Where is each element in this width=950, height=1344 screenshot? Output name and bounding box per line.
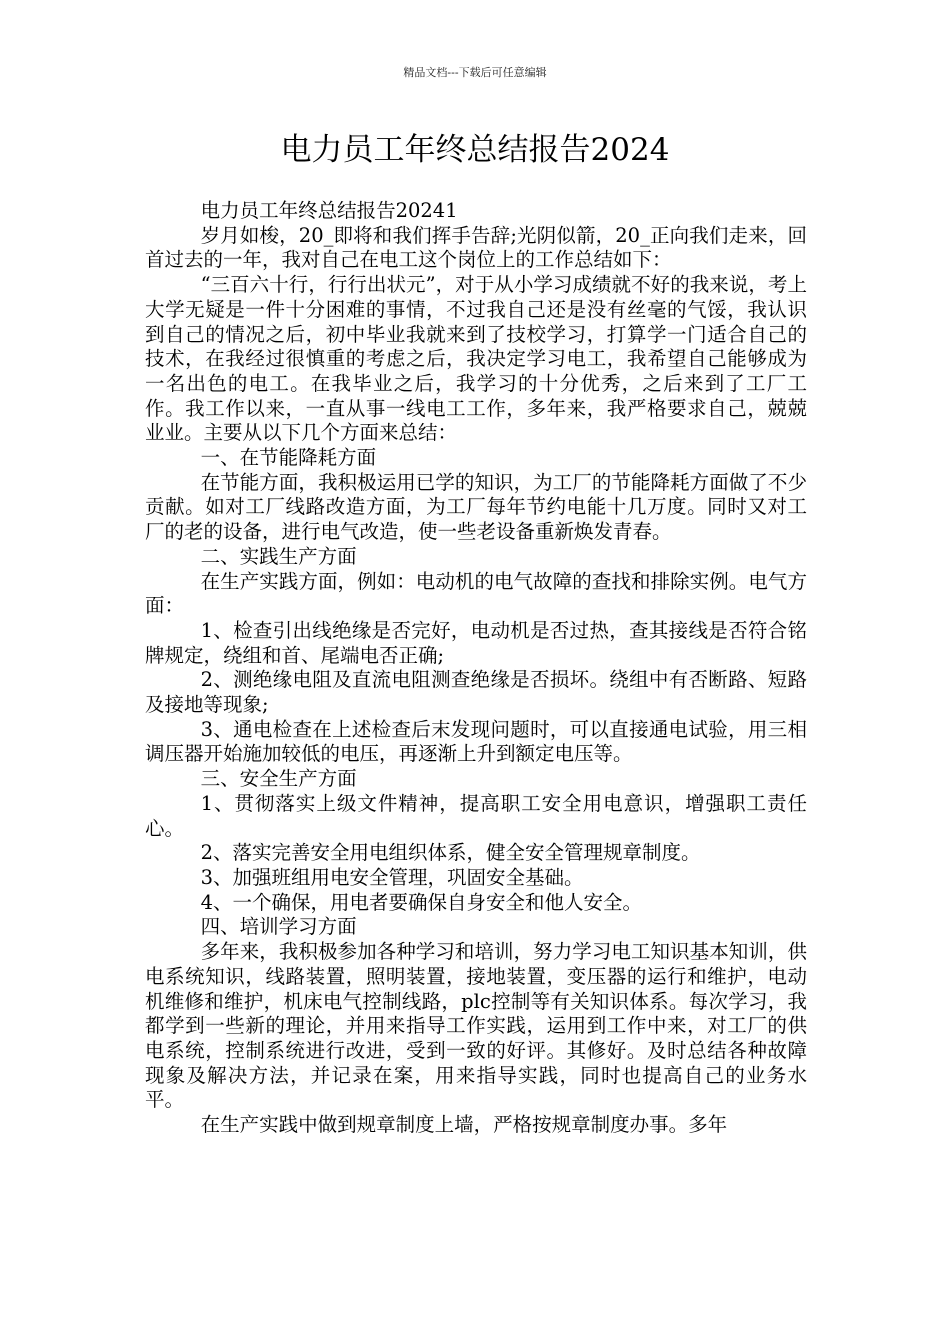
paragraph-rules: 在生产实践中做到规章制度上墙，严格按规章制度办事。多年 <box>200 1113 728 1137</box>
list-item-inspection-2: 2、测绝缘电阻及直流电阻测查绝缘是否损坏。绕组中有否断路、短路及接地等现象; <box>145 668 807 717</box>
paragraph-intro: 岁月如梭，20_即将和我们挥手告辞;光阴似箭，20_正向我们走来，回首过去的一年，我对自己在电工这个岗位上的工作总结如下： <box>145 223 807 272</box>
list-item-safety-4: 4、一个确保，用电者要确保自身安全和他人安全。 <box>200 890 642 914</box>
paragraph-subtitle: 电力员工年终总结报告20241 <box>200 199 458 222</box>
list-item-inspection-3: 3、通电检查在上述检查后末发现问题时，可以直接通电试验，用三相调压器开始施加较低的电压，再逐渐上升到额定电压等。 <box>145 717 807 766</box>
section-heading-training: 四、培训学习方面 <box>200 915 357 939</box>
paragraph-production-practice: 在生产实践方面，例如：电动机的电气故障的查找和排除实例。电气方面： <box>145 569 807 618</box>
paragraph-energy-saving: 在节能方面，我积极运用已学的知识，为工厂的节能降耗方面做了不少贡献。如对工厂线路改造方面，为工厂每年节约电能十几万度。同时又对工厂的老的设备，进行电气改造，使一些老设备重新焕发青春。 <box>145 470 807 544</box>
list-item-safety-2: 2、落实完善安全用电组织体系，健全安全管理规章制度。 <box>200 841 701 865</box>
paragraph-training: 多年来，我积极参加各种学习和培训，努力学习电工知识基本知训，供电系统知识，线路装置，照明装置，接地装置，变压器的运行和维护，电动机维修和维护，机床电气控制线路，plc控制等有关知识体系。每次学习，我都学到一些新的理论，并用来指导工作实践，运用到工作中来，对工厂的供电系统，控制系统进行改进，受到一致的好评。其修好。及时总结各种故障现象及解决方法，并记录在案，用来指导实践，同时也提高自己的业务水平。 <box>145 940 807 1112</box>
document-title: 电力员工年终总结报告2024 <box>280 132 670 168</box>
page-header: 精品文档---下载后可任意编辑 <box>403 66 547 79</box>
section-heading-production-practice: 二、实践生产方面 <box>200 544 357 568</box>
list-item-inspection-1: 1、检查引出线绝缘是否完好，电动机是否过热，查其接线是否符合铭牌规定，绕组和首、尾端电否正确; <box>145 618 807 667</box>
section-heading-energy-saving: 一、在节能降耗方面 <box>200 446 377 470</box>
document-body <box>145 199 807 1138</box>
list-item-safety-3: 3、加强班组用电安全管理，巩固安全基础。 <box>200 865 584 889</box>
paragraph-background: “三百六十行，行行出状元”，对于从小学习成绩就不好的我来说，考上大学无疑是一件十分困难的事情，不过我自己还是没有丝毫的气馁，我认识到自己的情况之后，初中毕业我就来到了技校学习，打算学一门适合自己的技术，在我经过很慎重的考虑之后，我决定学习电工，我希望自己能够成为一名出色的电工。在我毕业之后，我学习的十分优秀，之后来到了工厂工作。我工作以来，一直从事一线电工工作，多年来，我严格要求自己，兢兢业业。主要从以下几个方面来总结： <box>145 273 807 445</box>
list-item-safety-1: 1、贯彻落实上级文件精神，提高职工安全用电意识，增强职工责任心。 <box>145 791 807 840</box>
section-heading-safety: 三、安全生产方面 <box>200 767 357 791</box>
